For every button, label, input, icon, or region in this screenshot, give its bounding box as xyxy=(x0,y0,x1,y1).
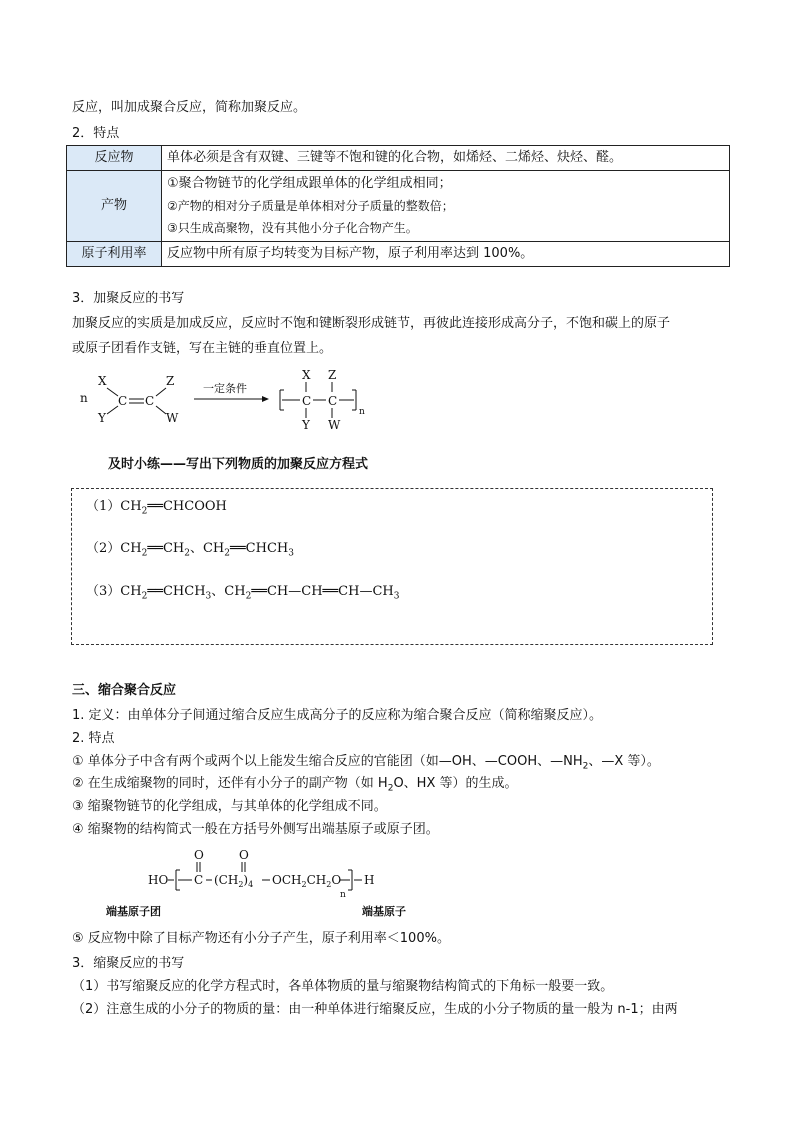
features-table xyxy=(66,145,730,267)
writing-text-line: 或原子团看作支链，写在主链的垂直位置上。 xyxy=(72,341,333,356)
exercise-2: $(2)CH_2══CH_2$、$CH_2══CHCH_3$ xyxy=(86,541,294,559)
exercise-label: （3） xyxy=(86,584,121,599)
writing2-heading: 3．缩聚反应的书写 xyxy=(72,956,185,971)
writing-text-line: 加聚反应的实质是加成反应，反应时不饱和键断裂形成链节，再彼此连接形成高分子，不饱和碳上的原子 xyxy=(72,316,671,331)
scheme-sub-w: W xyxy=(166,411,179,425)
scheme-carbon: C xyxy=(145,394,155,408)
practice-box xyxy=(71,488,713,645)
product-sub-z: Z xyxy=(328,368,337,382)
svg-text:(CH2)4: $(CH_2)_4$ xyxy=(214,873,254,889)
point-2: ② 在生成缩聚物的同时，还伴有小分子的副产物（如 $H_2O$、HX 等）的生成。 xyxy=(72,776,518,794)
intro-line: 反应，叫加成聚合反应，简称加聚反应。 xyxy=(72,100,307,115)
addition-polymerization-scheme xyxy=(70,368,370,438)
product-sub-w: W xyxy=(328,418,341,432)
end-atom-label: 端基原子 xyxy=(362,905,406,918)
scheme-coef: n xyxy=(80,391,88,405)
table-cell-line: ③只生成高聚物，没有其他小分子化合物产生。 xyxy=(167,221,418,235)
table-header-atom-economy: 原子利用率 xyxy=(67,242,162,267)
practice-title: 及时小练——写出下列物质的加聚反应方程式 xyxy=(108,457,369,472)
table-row xyxy=(67,146,730,171)
table-row xyxy=(67,242,730,267)
degree-of-polymerization: n xyxy=(359,407,365,417)
features2-heading: 2. 特点 xyxy=(72,731,115,746)
carbonyl-oxygen: O xyxy=(239,848,249,862)
definition: 1. 定义：由单体分子间通过缩合反应生成高分子的反应称为缩合聚合反应（简称缩聚反应）。 xyxy=(72,708,603,723)
exercise-label: （1） xyxy=(86,499,121,514)
exercise-3: $(3)CH_2══CHCH_3$、$CH_2══CH—CH══CH—CH_3$ xyxy=(86,584,400,602)
carbonyl-carbon: C xyxy=(194,873,204,887)
table-cell: 反应物中所有原子均转变为目标产物，原子利用率达到 100%。 xyxy=(162,242,730,267)
end-atom-h: H xyxy=(364,873,375,887)
end-group-ho: HO xyxy=(148,873,169,887)
product-sub-x: X xyxy=(302,368,311,382)
reaction-condition: 一定条件 xyxy=(203,382,247,395)
point-4: ④ 缩聚物的结构简式一般在方括号外侧写出端基原子或原子团。 xyxy=(72,822,439,837)
point-5: ⑤ 反应物中除了目标产物还有小分子产生，原子利用率＜100%。 xyxy=(72,931,450,946)
product-sub-y: Y xyxy=(302,418,310,432)
table-header-reactant: 反应物 xyxy=(67,146,162,171)
exercise-label: （2） xyxy=(86,541,121,556)
writing2-line: （2）注意生成的小分子的物质的量：由一种单体进行缩聚反应，生成的小分子物质的量一般为 n-1；由两 xyxy=(72,1002,678,1017)
writing2-line: （1）书写缩聚反应的化学方程式时，各单体物质的量与缩聚物结构简式的下角标一般要一致。 xyxy=(72,979,614,994)
product-carbon: C xyxy=(302,394,312,408)
table-header-product: 产物 xyxy=(67,171,162,242)
repeat-n: n xyxy=(340,890,346,900)
table-cell-line: ②产物的相对分子质量是单体相对分子质量的整数倍； xyxy=(167,199,454,213)
point-3: ③ 缩聚物链节的化学组成，与其单体的化学组成不同。 xyxy=(72,799,387,814)
scheme-carbon: C xyxy=(118,394,128,408)
scheme-sub-y: Y xyxy=(98,411,106,425)
point-1: ① 单体分子中含有两个或两个以上能发生缩合反应的官能团（如—OH、—COOH、$—NH_2$、—X 等）。 xyxy=(72,754,660,772)
table-row xyxy=(67,171,730,242)
svg-text:OCH2CH2O: $OCH_2CH_2O$ xyxy=(272,873,342,889)
scheme-sub-z: Z xyxy=(166,374,175,388)
table-cell: 单体必须是含有双键、三键等不饱和键的化合物，如烯烃、二烯烃、炔烃、醛。 xyxy=(162,146,730,171)
scheme-sub-x: X xyxy=(98,374,107,388)
writing-heading: 3．加聚反应的书写 xyxy=(72,291,185,306)
end-group-label: 端基原子团 xyxy=(106,905,161,918)
exercise-1: $(1)CH_2══CHCOOH$ xyxy=(86,499,227,517)
section-3-title: 三、缩合聚合反应 xyxy=(72,683,177,698)
features-heading: 2．特点 xyxy=(72,126,120,141)
table-cell-line: ①聚合物链节的化学组成跟单体的化学组成相同； xyxy=(167,176,452,191)
carbonyl-oxygen: O xyxy=(194,848,204,862)
product-carbon: C xyxy=(328,394,338,408)
condensation-polymer-structure xyxy=(100,845,430,925)
